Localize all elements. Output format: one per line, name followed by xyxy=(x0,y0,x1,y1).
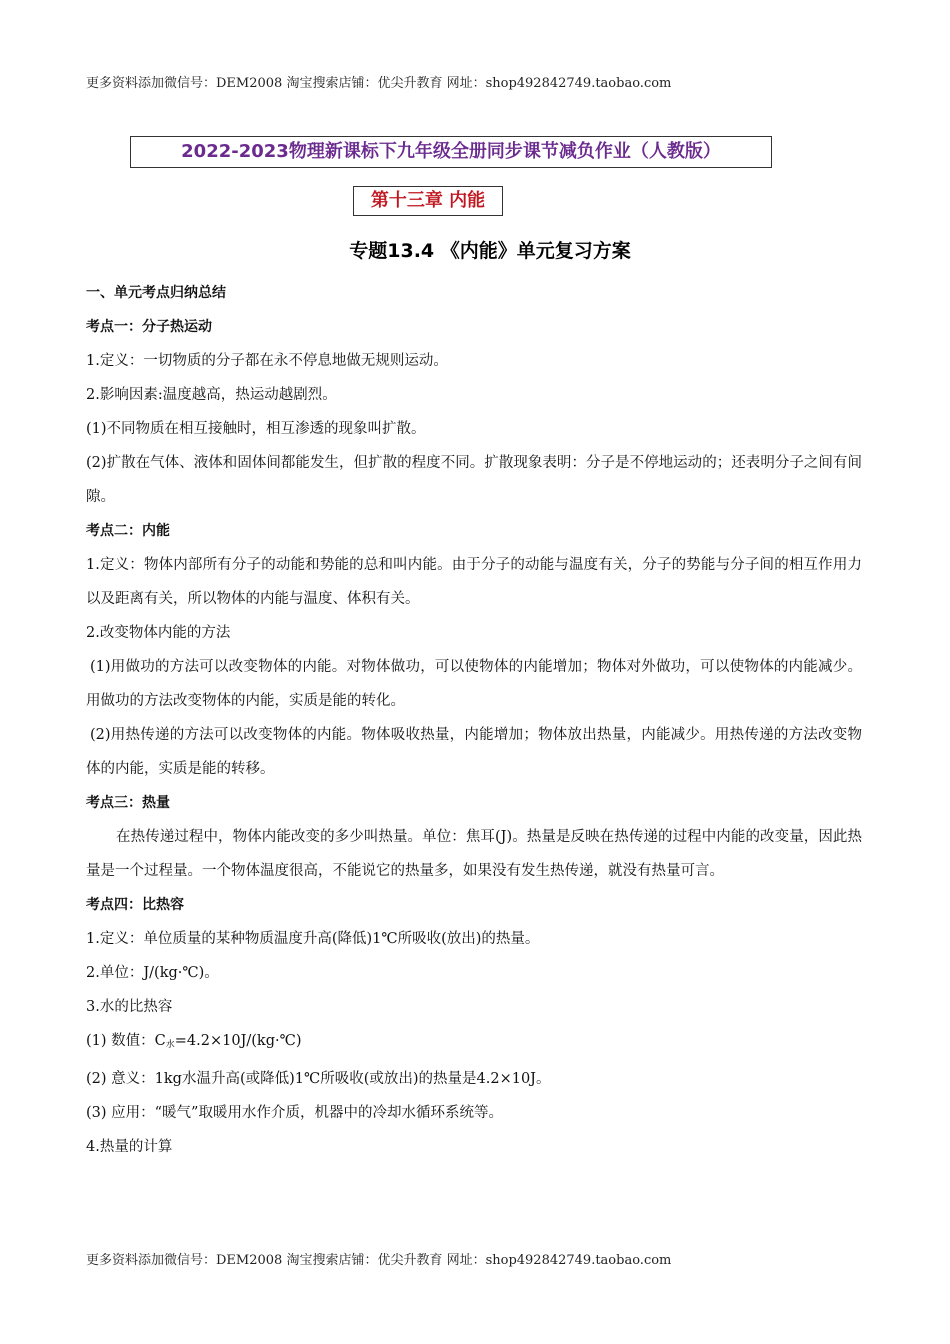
paragraph-water-value: (1) 数值：$C_水=4.2\times 10J/(kg\cdot℃)$ xyxy=(86,1033,302,1050)
paragraph: (2)扩散在气体、液体和固体间都能发生，但扩散的程度不同。扩散现象表明：分子是不停地运动的；还表明分子之间有间隙。 xyxy=(86,455,862,505)
section-heading: 一、单元考点归纳总结 xyxy=(86,285,226,301)
paragraph: (1)不同物质在相互接触时，相互渗透的现象叫扩散。 xyxy=(86,421,426,437)
paragraph: 1.定义：一切物质的分子都在永不停息地做无规则运动。 xyxy=(86,353,448,369)
kp2-heading: 考点二：内能 xyxy=(86,523,170,539)
paragraph: 4.热量的计算 xyxy=(86,1139,173,1155)
page-footer: 更多资料添加微信号：DEM2008 淘宝搜索店铺：优尖升教育 网址：shop492842749.taobao.com xyxy=(86,1253,672,1268)
kp4-heading: 考点四：比热容 xyxy=(86,897,184,913)
paragraph: 1.定义：单位质量的某种物质温度升高(降低)1℃所吸收(放出)的热量。 xyxy=(86,931,540,947)
topic-title: 专题13.4 《内能》单元复习方案 xyxy=(349,240,631,262)
kp3-heading: 考点三：热量 xyxy=(86,795,170,811)
chapter-title: 第十三章 内能 xyxy=(353,186,503,216)
paragraph: (3) 应用：“暖气”取暖用水作介质，机器中的冷却水循环系统等。 xyxy=(86,1105,503,1121)
series-title: 2022-2023物理新课标下九年级全册同步课节减负作业（人教版） xyxy=(130,136,772,168)
paragraph: 2.单位：J/(kg·℃)。 xyxy=(86,965,219,981)
kp1-heading: 考点一：分子热运动 xyxy=(86,319,212,335)
paragraph: (2) 意义：1kg水温升高(或降低)1℃所吸收(或放出)的热量是4.2×10J。 xyxy=(86,1071,551,1087)
paragraph: 2.影响因素:温度越高，热运动越剧烈。 xyxy=(86,387,337,403)
paragraph: 3.水的比热容 xyxy=(86,999,173,1015)
page-header: 更多资料添加微信号：DEM2008 淘宝搜索店铺：优尖升教育 网址：shop492842749.taobao.com xyxy=(86,76,672,91)
paragraph: (2)用热传递的方法可以改变物体的内能。物体吸收热量，内能增加；物体放出热量，内能减少。用热传递的方法改变物体的内能，实质是能的转移。 xyxy=(86,727,862,777)
paragraph: 在热传递过程中，物体内能改变的多少叫热量。单位：焦耳(J)。热量是反映在热传递的过程中内能的改变量，因此热量是一个过程量。一个物体温度很高，不能说它的热量多，如果没有发生热传递，就没有热量可言。 xyxy=(86,829,862,879)
paragraph: 1.定义：物体内部所有分子的动能和势能的总和叫内能。由于分子的动能与温度有关，分子的势能与分子间的相互作用力以及距离有关，所以物体的内能与温度、体积有关。 xyxy=(86,557,862,607)
paragraph: 2.改变物体内能的方法 xyxy=(86,625,231,641)
document-body xyxy=(86,276,862,1164)
paragraph: (1)用做功的方法可以改变物体的内能。对物体做功，可以使物体的内能增加；物体对外做功，可以使物体的内能减少。用做功的方法改变物体的内能，实质是能的转化。 xyxy=(86,659,862,709)
